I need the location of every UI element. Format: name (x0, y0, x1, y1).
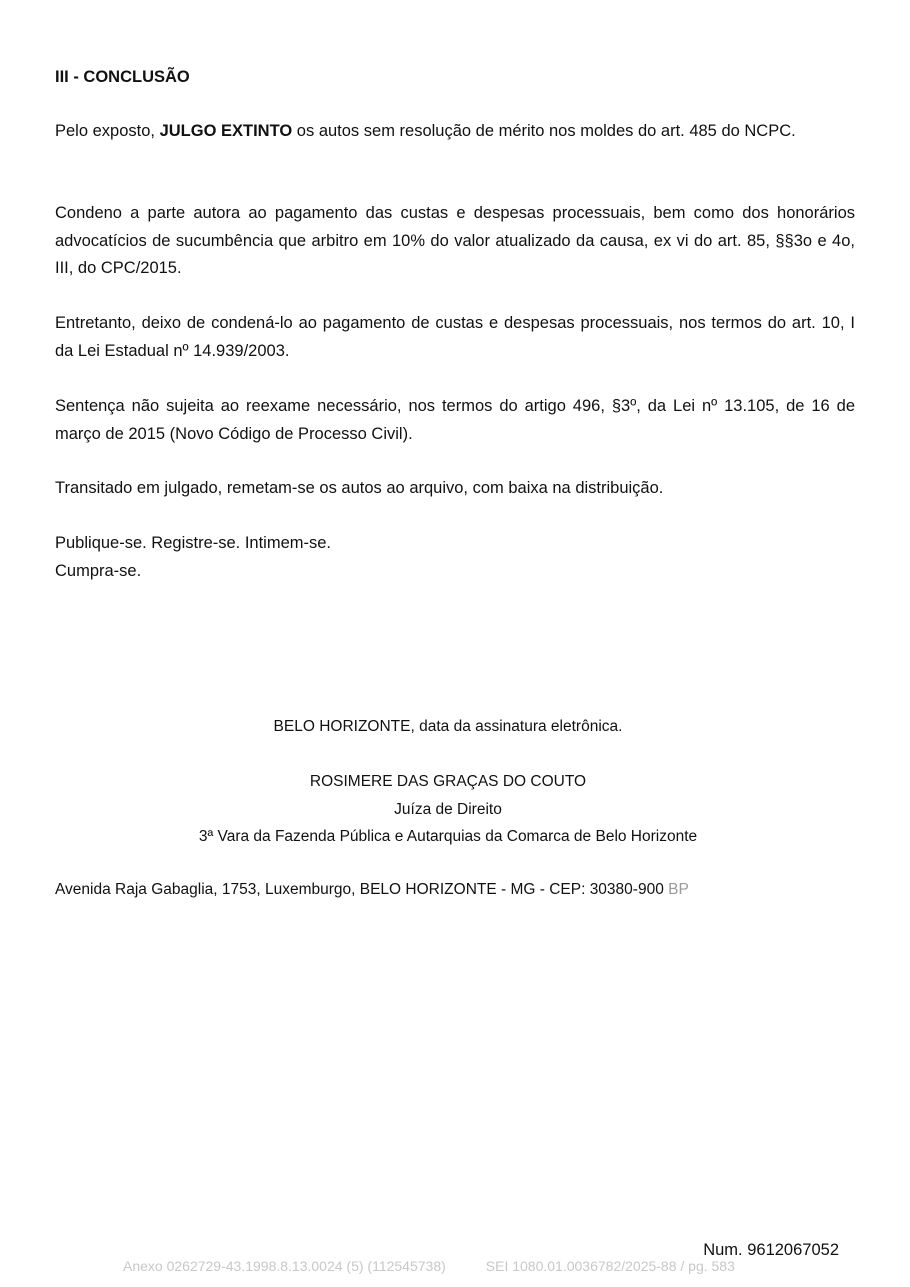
signature-role: Juíza de Direito (394, 801, 502, 818)
paragraph-exemption: Entretanto, deixo de condená-lo ao pagamento de custas e despesas processuais, nos termos do art. 10, I da Lei Estadual nº 14.939/2003. (55, 314, 855, 360)
signature-place-date: BELO HORIZONTE, data da assinatura eletrônica. (273, 718, 623, 735)
paragraph-reexam: Sentença não sujeita ao reexame necessário, nos termos do artigo 496, §3º, da Lei nº 13.105, de 16 de março de 2015 (Novo Código de Processo Civil). (55, 397, 855, 443)
address-text: Avenida Raja Gabaglia, 1753, Luxemburgo, BELO HORIZONTE - MG - CEP: 30380-900 (55, 881, 664, 898)
section-heading: III - CONCLUSÃO (55, 68, 190, 86)
ruling-prefix: Pelo exposto, (55, 122, 160, 140)
paragraph-ruling (55, 118, 855, 146)
paragraph-archive: Transitado em julgado, remetam-se os autos ao arquivo, com baixa na distribuição. (55, 479, 664, 497)
document-number: Num. 9612067052 (703, 1241, 839, 1259)
signature-court: 3ª Vara da Fazenda Pública e Autarquias da Comarca de Belo Horizonte (198, 828, 698, 845)
comply-line: Cumpra-se. (55, 561, 142, 580)
signature-name: ROSIMERE DAS GRAÇAS DO COUTO (309, 773, 587, 790)
footer-sei: SEI 1080.01.0036782/2025-88 / pg. 583 (485, 1258, 735, 1274)
address-suffix: BP (668, 881, 689, 898)
page-footer (123, 1256, 735, 1276)
paragraph-costs: Condeno a parte autora ao pagamento das custas e despesas processuais, bem como dos honorários advocatícios de sucumbência que arbitro em 10% do valor atualizado da causa, ex vi do art. 85, §§3o e 4o, III, do CPC/2015. (55, 204, 855, 277)
court-address (55, 879, 689, 901)
publish-line: Publique-se. Registre-se. Intimem-se. (55, 534, 332, 552)
paragraph-publish (55, 530, 855, 585)
ruling-bold-text: JULGO EXTINTO (159, 122, 293, 140)
footer-annex: Anexo 0262729-43.1998.8.13.0024 (5) (112545738) (123, 1258, 446, 1274)
ruling-suffix: os autos sem resolução de mérito nos moldes do art. 485 do NCPC. (292, 122, 796, 140)
